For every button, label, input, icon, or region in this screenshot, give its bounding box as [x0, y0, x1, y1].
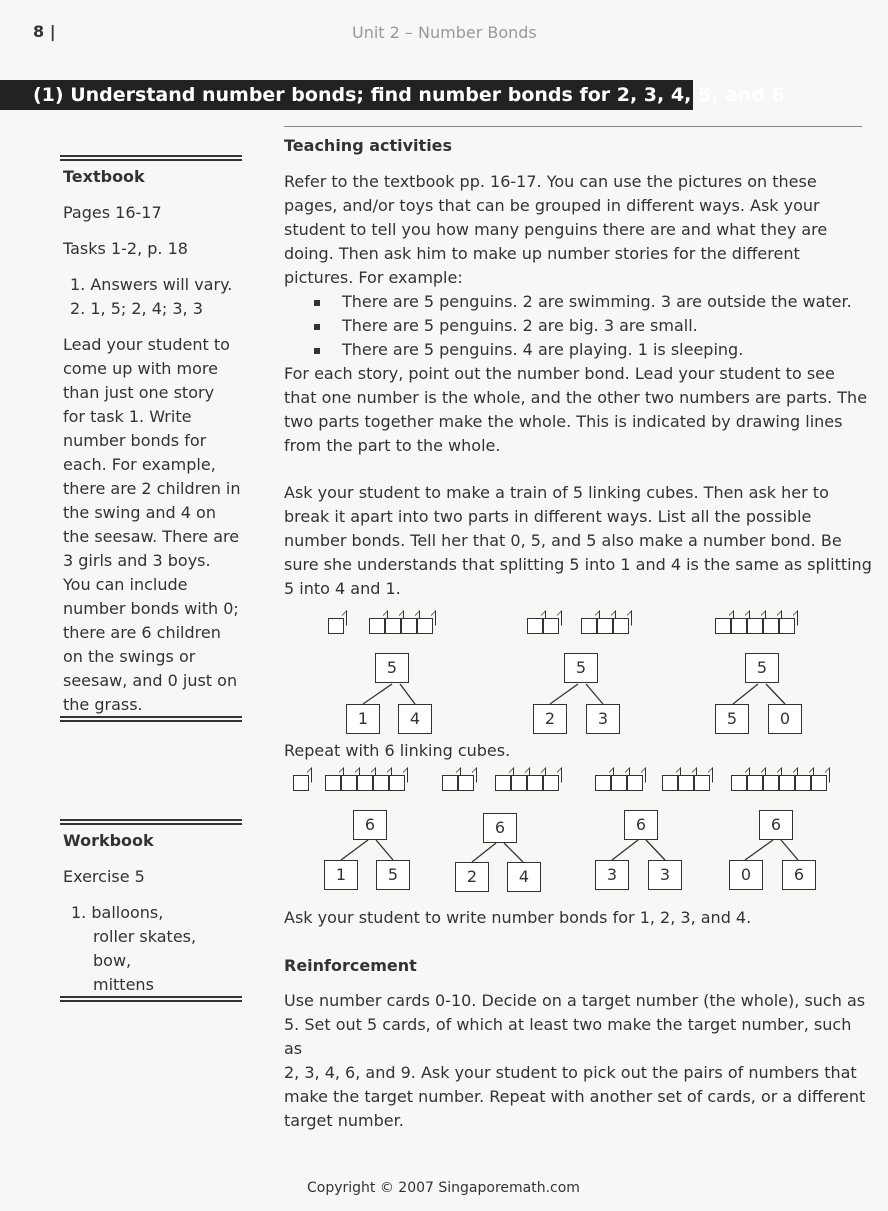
cube-train-2	[442, 775, 474, 791]
bond-part: 4	[398, 704, 432, 734]
list-item: There are 5 penguins. 4 are playing. 1 is sleeping.	[284, 338, 874, 362]
paragraph-line: two parts together make the whole. This is indicated by drawing lines	[284, 412, 843, 431]
list-item: There are 5 penguins. 2 are swimming. 3 are outside the water.	[284, 290, 874, 314]
note-line: than just one story	[63, 383, 215, 402]
cube-train-6	[731, 775, 827, 791]
note-line: number bonds for	[63, 431, 207, 450]
list-item: There are 5 penguins. 2 are big. 3 are small.	[284, 314, 874, 338]
textbook-pages: Pages 16-17	[63, 203, 162, 222]
unit-title: Unit 2 – Number Bonds	[352, 23, 537, 42]
cube-train-1	[293, 775, 309, 791]
paragraph-line: student to tell you how many penguins there are and what they are	[284, 220, 828, 239]
cube-train-3	[595, 775, 643, 791]
bond-whole: 6	[624, 810, 658, 840]
page-number: 8 |	[33, 22, 56, 41]
note-line: for task 1. Write	[63, 407, 192, 426]
cube-train-3	[662, 775, 710, 791]
write-bonds-text: Ask your student to write number bonds for 1, 2, 3, and 4.	[284, 908, 752, 927]
textbook-tasks: Tasks 1-2, p. 18	[63, 239, 188, 258]
paragraph-line: pictures. For example:	[284, 268, 463, 287]
note-line: the seesaw. There are	[63, 527, 240, 546]
note-line: seesaw, and 0 just on	[63, 671, 238, 690]
workbook-answer: mittens	[93, 975, 154, 994]
workbook-heading: Workbook	[63, 831, 154, 850]
note-line: 3 girls and 3 boys.	[63, 551, 211, 570]
cube-train-5	[325, 775, 405, 791]
bond-part: 5	[376, 860, 410, 890]
paragraph-line: doing. Then ask him to make up number stories for the different	[284, 244, 800, 263]
note-line: the grass.	[63, 695, 143, 714]
bond-part: 1	[324, 860, 358, 890]
paragraph-line: break it apart into two parts in different ways. List all the possible	[284, 507, 812, 526]
bond-part: 6	[782, 860, 816, 890]
note-line: number bonds with 0;	[63, 599, 239, 618]
bond-whole: 5	[745, 653, 779, 683]
teaching-heading: Teaching activities	[284, 136, 453, 155]
cube-train-4	[495, 775, 559, 791]
bond-whole: 5	[564, 653, 598, 683]
note-line: there are 2 children in	[63, 479, 241, 498]
paragraph-line: target number.	[284, 1111, 404, 1130]
paragraph-line: 5. Set out 5 cards, of which at least two make the target number, such as	[284, 1015, 852, 1058]
bond-part: 1	[346, 704, 380, 734]
paragraph-line: number bonds. Tell her that 0, 5, and 5 also make a number bond. Be	[284, 531, 842, 550]
paragraph-line: For each story, point out the number bond. Lead your student to see	[284, 364, 835, 383]
repeat-six-text: Repeat with 6 linking cubes.	[284, 741, 511, 760]
bond-whole: 6	[759, 810, 793, 840]
paragraph-line: Refer to the textbook pp. 16-17. You can use the pictures on these	[284, 172, 817, 191]
paragraph-line: pages, and/or toys that can be grouped in different ways. Ask your	[284, 196, 820, 215]
reinforcement-text	[284, 989, 874, 1133]
note-line: You can include	[63, 575, 188, 594]
bond-part: 0	[768, 704, 802, 734]
note-line: each. For example,	[63, 455, 216, 474]
note-line: Lead your student to	[63, 335, 230, 354]
bond-part: 3	[595, 860, 629, 890]
bond-whole: 6	[353, 810, 387, 840]
paragraph-line: 5 into 4 and 1.	[284, 579, 401, 598]
note-line: the swing and 4 on	[63, 503, 216, 522]
bond-part: 2	[455, 862, 489, 892]
paragraph-line: 2, 3, 4, 6, and 9. Ask your student to pick out the pairs of numbers that	[284, 1063, 857, 1082]
answer-item: 1. Answers will vary.	[70, 275, 233, 294]
bond-part: 3	[648, 860, 682, 890]
workbook-answer: bow,	[93, 951, 132, 970]
bond-part: 5	[715, 704, 749, 734]
textbook-heading: Textbook	[63, 167, 145, 186]
bond-whole: 5	[375, 653, 409, 683]
paragraph-line: Use number cards 0-10. Decide on a target number (the whole), such as	[284, 991, 866, 1010]
workbook-answer: roller skates,	[93, 927, 197, 946]
reinforcement-heading: Reinforcement	[284, 956, 417, 975]
bond-part: 4	[507, 862, 541, 892]
note-line: there are 6 children	[63, 623, 221, 642]
copyright-footer: Copyright © 2007 Singaporemath.com	[307, 1180, 580, 1196]
bond-part: 2	[533, 704, 567, 734]
note-line: on the swings or	[63, 647, 196, 666]
bond-part: 3	[586, 704, 620, 734]
paragraph-line: from the part to the whole.	[284, 436, 501, 455]
note-line: come up with more	[63, 359, 218, 378]
answer-item: 2. 1, 5; 2, 4; 3, 3	[70, 299, 203, 318]
paragraph-line: Ask your student to make a train of 5 linking cubes. Then ask her to	[284, 483, 829, 502]
lesson-title: (1) Understand number bonds; find number bonds for 2, 3, 4, 5, and 6	[0, 80, 693, 110]
bond-part: 0	[729, 860, 763, 890]
workbook-exercise: Exercise 5	[63, 867, 145, 886]
paragraph-line: sure she understands that splitting 5 into 1 and 4 is the same as splitting	[284, 555, 872, 574]
paragraph-line: that one number is the whole, and the other two numbers are parts. The	[284, 388, 868, 407]
paragraph-line: make the target number. Repeat with another set of cards, or a different	[284, 1087, 866, 1106]
workbook-answer: 1. balloons,	[71, 903, 164, 922]
bond-whole: 6	[483, 813, 517, 843]
